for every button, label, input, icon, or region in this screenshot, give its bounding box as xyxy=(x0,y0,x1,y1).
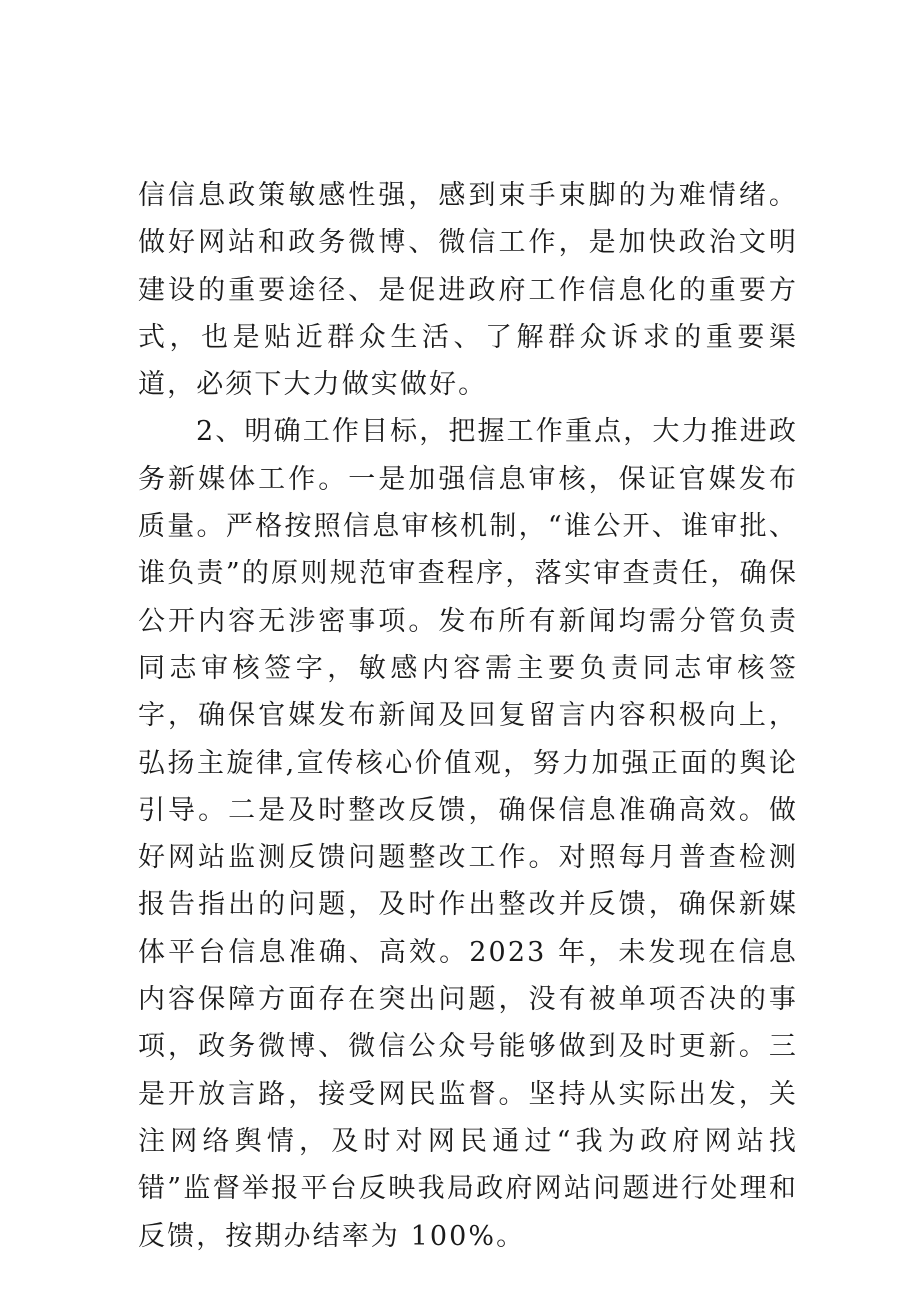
document-body xyxy=(138,172,798,1260)
paragraph-2: 2、明确工作目标，把握工作重点，大力推进政务新媒体工作。一是加强信息审核，保证官媒发布质量。严格按照信息审核机制，“谁公开、谁审批、谁负责”的原则规范审查程序，落实审查责任，确保公开内容无涉密事项。发布所有新闻均需分管负责同志审核签字，敏感内容需主要负责同志审核签字，确保官媒发布新闻及回复留言内容积极向上，弘扬主旋律,宣传核心价值观，努力加强正面的舆论引导。二是及时整改反馈，确保信息准确高效。做好网站监测反馈问题整改工作。对照每月普查检测报告指出的问题，及时作出整改并反馈，确保新媒体平台信息准确、高效。2023 年，未发现在信息内容保障方面存在突出问题，没有被单项否决的事项，政务微博、微信公众号能够做到及时更新。三是开放言路，接受网民监督。坚持从实际出发，关注网络舆情，及时对网民通过“我为政府网站找错”监督举报平台反映我局政府网站问题进行处理和反馈，按期办结率为 100%。 xyxy=(138,416,798,1252)
paragraph-1: 信信息政策敏感性强，感到束手束脚的为难情绪。做好网站和政务微博、微信工作，是加快政治文明建设的重要途径、是促进政府工作信息化的重要方式，也是贴近群众生活、了解群众诉求的重要渠道，必须下大力做实做好。 xyxy=(138,180,798,401)
